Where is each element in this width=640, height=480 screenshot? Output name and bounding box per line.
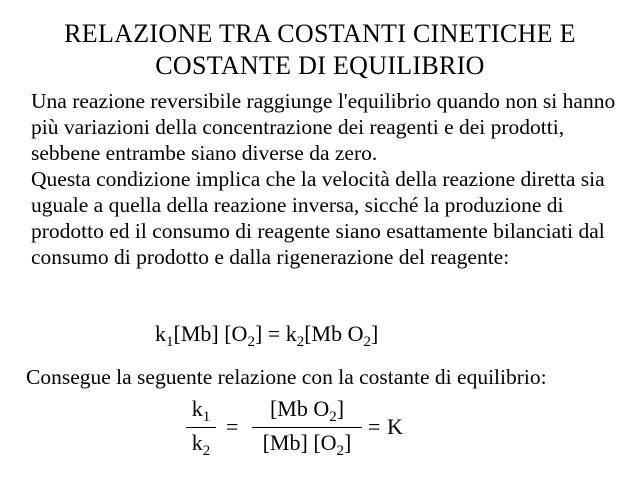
eq2-mbo2-open: [Mb O [269,396,330,421]
eq2-left-numerator [186,396,216,425]
eq1-o2-sub: 2 [247,334,255,350]
body-text [31,88,631,270]
eq2-o2-close: ] [344,430,352,455]
eq2-left-denominator [186,430,216,459]
eq2-right-denominator [252,430,362,459]
eq2-constant-k: K [387,414,403,439]
eq2-mbo2-sub: 2 [329,409,337,425]
eq1-mbo2-close: ] [370,321,379,346]
eq2-mbo2-close: ] [336,396,345,421]
eq2-left-fraction-bar [186,427,216,428]
eq1-mbo2-open: [Mb O [304,321,364,346]
eq2-k2-sub: 2 [202,443,211,459]
eq1-mb: [Mb] [173,321,219,346]
eq2-right-fraction-bar [252,427,362,428]
eq1-k1: k [155,321,166,346]
eq2-k2: k [191,430,203,455]
eq2-right-fraction [252,396,362,459]
eq1-o2-open: [O [224,321,248,346]
eq1-k2: k [285,321,297,346]
eq2-k1-sub: 1 [202,409,211,425]
paragraph-2: Questa condizione implica che la velocità della reazione diretta sia uguale a quella della reazione inversa, sicché la produzione di prodotto ed il consumo di reagente siano esattamente bilanciati dal consumo di prodotto e dalla rigenerazione del reagente: [31,167,605,269]
title-line-2: COSTANTE DI EQUILIBRIO [155,51,485,80]
eq2-right-numerator [252,396,362,425]
eq1-mbo2-sub: 2 [363,334,371,350]
rate-equation [155,320,378,351]
eq1-k2-sub: 2 [296,334,305,350]
eq2-equals-2: = [368,414,381,439]
consegue-text: Consegue la seguente relazione con la costante di equilibrio: [26,365,547,389]
eq2-mb: [Mb] [262,430,308,455]
title-line-1: RELAZIONE TRA COSTANTI CINETICHE E [64,19,576,48]
eq2-o2-open: [O [313,430,337,455]
paragraph-1: Una reazione reversibile raggiunge l'equilibrio quando non si hanno più variazioni della concentrazione dei reagenti e dei prodotti, sebbene entrambe siano diverse da zero. [31,89,616,165]
eq1-equals: = [267,321,281,346]
eq2-left-fraction [186,396,216,459]
eq2-equals-1: = [226,414,239,439]
eq2-o2-sub: 2 [336,443,345,459]
eq1-o2-close: ] [254,321,263,346]
eq1-k1-sub: 1 [166,334,174,350]
slide-title [0,18,640,82]
eq2-k1: k [191,396,203,421]
